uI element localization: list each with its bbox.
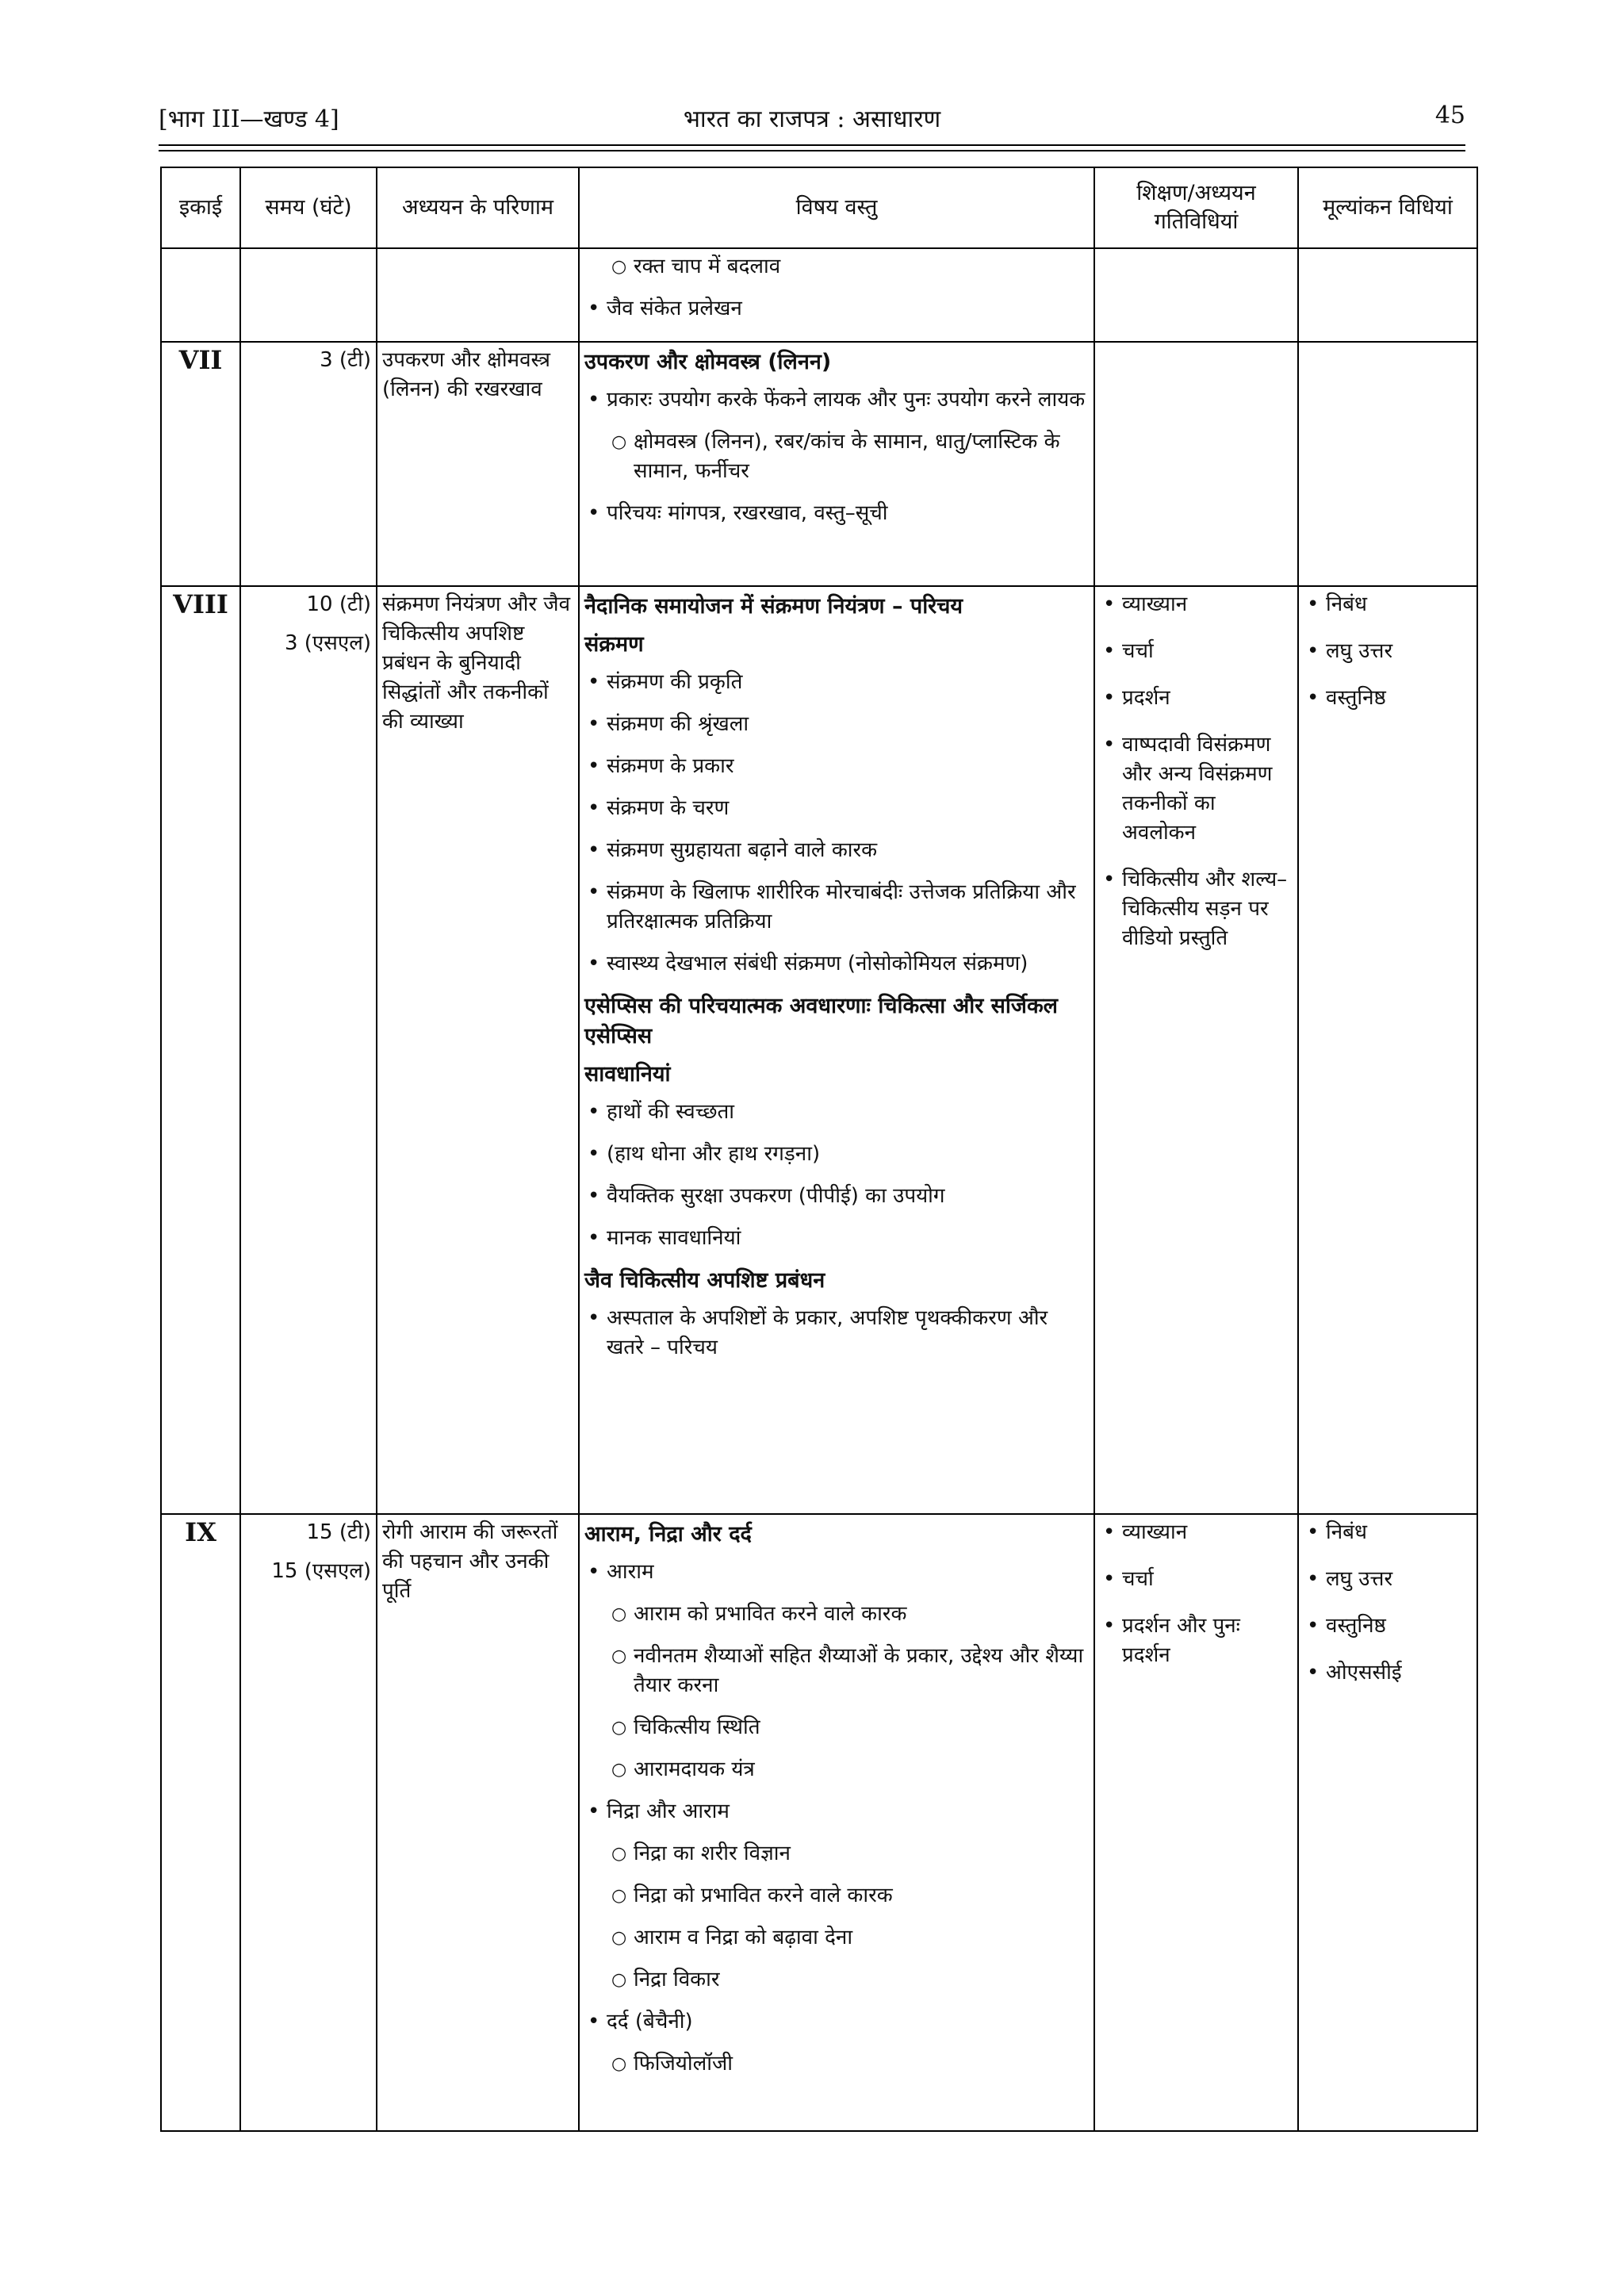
list-item: • संक्रमण की श्रृंखला	[584, 710, 1089, 739]
list-item: • वैयक्तिक सुरक्षा उपकरण (पीपीई) का उपयोग	[584, 1182, 1089, 1211]
list-item: • ओएससीई	[1304, 1658, 1472, 1688]
table-header-row	[161, 167, 1477, 248]
list-item: ○ रक्त चाप में बदलाव	[584, 252, 1089, 282]
list-item: • प्रदर्शन	[1100, 684, 1293, 713]
content-cell	[579, 1514, 1094, 2131]
list-item: • वस्तुनिष्ठ	[1304, 1612, 1472, 1641]
list-item: ○ आराम को प्रभावित करने वाले कारक	[584, 1600, 1089, 1629]
list-item: • व्याख्यान	[1100, 590, 1293, 619]
col-time: समय (घंटे)	[240, 167, 377, 248]
list-item: ○ नवीनतम शैय्याओं सहित शैय्याओं के प्रकार, उद्देश्य और शैय्या तैयार करना	[584, 1642, 1089, 1700]
list-item: • प्रकारः उपयोग करके फेंकने लायक और पुनः उपयोग करने लायक	[584, 385, 1089, 415]
list-item: • लघु उत्तर	[1304, 637, 1472, 666]
publication-title: भारत का राजपत्र : असाधारण	[683, 105, 941, 133]
content-heading: संक्रमण	[584, 632, 644, 657]
list-item: ○ आरामदायक यंत्र	[584, 1755, 1089, 1784]
list-item: • संक्रमण के प्रकार	[584, 752, 1089, 781]
time-cell	[240, 586, 377, 1514]
list-item: • निबंध	[1304, 1518, 1472, 1547]
list-item: ○ निद्रा विकार	[584, 1965, 1089, 1995]
time-value: 3 (एसएल)	[284, 631, 371, 655]
list-item: • स्वास्थ्य देखभाल संबंधी संक्रमण (नोसोकोमियल संक्रमण)	[584, 949, 1089, 979]
time-value: 10 (टी)	[306, 592, 371, 616]
list-item: • चर्चा	[1100, 1565, 1293, 1594]
list-item: • दर्द (बेचैनी)	[584, 2007, 1089, 2037]
list-item: • अस्पताल के अपशिष्टों के प्रकार, अपशिष्ट पृथक्कीकरण और खतरे – परिचय	[584, 1304, 1089, 1363]
list-item: ○ क्षोमवस्त्र (लिनन), रबर/कांच के सामान, धातु/प्लास्टिक के सामान, फर्नीचर	[584, 427, 1089, 486]
outcome-cell: संक्रमण नियंत्रण और जैव चिकित्सीय अपशिष्ट प्रबंधन के बुनियादी सिद्धांतों और तकनीकों की व्याख्या	[377, 586, 579, 1514]
col-activities: शिक्षण/अध्ययन गतिविधियां	[1094, 167, 1298, 248]
content-heading: सावधानियां	[584, 1062, 671, 1087]
col-assessment: मूल्यांकन विधियां	[1298, 167, 1477, 248]
list-item: • वाष्पदावी विसंक्रमण और अन्य विसंक्रमण तकनीकों का अवलोकन	[1100, 730, 1293, 848]
time-value: 3 (टी)	[320, 348, 371, 372]
list-item: • व्याख्यान	[1100, 1518, 1293, 1547]
list-item: • संक्रमण के चरण	[584, 794, 1089, 823]
outcome-cell: रोगी आराम की जरूरतों की पहचान और उनकी पूर्ति	[377, 1514, 579, 2131]
list-item: • संक्रमण सुग्रहायता बढ़ाने वाले कारक	[584, 836, 1089, 865]
list-item: ○ निद्रा को प्रभावित करने वाले कारक	[584, 1881, 1089, 1911]
list-item: • मानक सावधानियां	[584, 1224, 1089, 1253]
list-item: ○ निद्रा का शरीर विज्ञान	[584, 1839, 1089, 1869]
list-item: • परिचयः मांगपत्र, रखरखाव, वस्तु–सूची	[584, 499, 1089, 528]
list-item: • हाथों की स्वच्छता	[584, 1098, 1089, 1127]
list-item: ○ आराम व निद्रा को बढ़ावा देना	[584, 1923, 1089, 1953]
list-item: • निबंध	[1304, 590, 1472, 619]
content-cell	[579, 248, 1094, 342]
table-row	[161, 342, 1477, 586]
unit-number: VIII	[161, 586, 240, 1514]
syllabus-table	[160, 167, 1478, 2132]
unit-number: IX	[161, 1514, 240, 2131]
activities-cell	[1094, 1514, 1298, 2131]
table-row	[161, 1514, 1477, 2131]
outcome-cell: उपकरण और क्षोमवस्त्र (लिनन) की रखरखाव	[377, 342, 579, 586]
content-heading: जैव चिकित्सीय अपशिष्ट प्रबंधन	[584, 1268, 825, 1293]
content-heading: आराम, निद्रा और दर्द	[584, 1522, 752, 1547]
list-item: • संक्रमण की प्रकृति	[584, 668, 1089, 697]
time-cell	[240, 1514, 377, 2131]
assessment-cell	[1298, 1514, 1477, 2131]
list-item: • (हाथ धोना और हाथ रगड़ना)	[584, 1140, 1089, 1169]
assessment-cell	[1298, 586, 1477, 1514]
list-item: • जैव संकेत प्रलेखन	[584, 294, 1089, 324]
header-rule-double	[159, 150, 1465, 151]
list-item: ○ चिकित्सीय स्थिति	[584, 1713, 1089, 1742]
page-number: 45	[1434, 102, 1465, 129]
activities-cell	[1094, 586, 1298, 1514]
list-item: • निद्रा और आराम	[584, 1797, 1089, 1826]
content-heading: नैदानिक समायोजन में संक्रमण नियंत्रण – परिचय	[584, 594, 963, 619]
running-header	[159, 102, 1465, 136]
time-value: 15 (एसएल)	[271, 1559, 371, 1583]
list-item: • आराम	[584, 1558, 1089, 1587]
list-item: • लघु उत्तर	[1304, 1565, 1472, 1594]
col-content: विषय वस्तु	[579, 167, 1094, 248]
time-cell	[240, 342, 377, 586]
time-value: 15 (टी)	[306, 1520, 371, 1544]
content-cell	[579, 586, 1094, 1514]
content-heading: एसेप्सिस की परिचयात्मक अवधारणाः चिकित्सा और सर्जिकल एसेप्सिस	[584, 994, 1058, 1048]
table-row	[161, 586, 1477, 1514]
header-rule	[159, 144, 1465, 146]
section-label: [भाग III—खण्ड 4]	[159, 105, 339, 133]
unit-number: VII	[161, 342, 240, 586]
list-item: • प्रदर्शन और पुनः प्रदर्शन	[1100, 1612, 1293, 1670]
list-item: • चर्चा	[1100, 637, 1293, 666]
list-item: • संक्रमण के खिलाफ शारीरिक मोरचाबंदीः उत्तेजक प्रतिक्रिया और प्रतिरक्षात्मक प्रतिक्रिया	[584, 878, 1089, 937]
list-item: • वस्तुनिष्ठ	[1304, 684, 1472, 713]
content-cell	[579, 342, 1094, 586]
table-row	[161, 248, 1477, 342]
content-heading: उपकरण और क्षोमवस्त्र (लिनन)	[584, 350, 832, 374]
col-outcome: अध्ययन के परिणाम	[377, 167, 579, 248]
list-item: • चिकित्सीय और शल्य– चिकित्सीय सड़न पर वीडियो प्रस्तुति	[1100, 865, 1293, 953]
col-unit: इकाई	[161, 167, 240, 248]
list-item: ○ फिजियोलॉजी	[584, 2049, 1089, 2079]
